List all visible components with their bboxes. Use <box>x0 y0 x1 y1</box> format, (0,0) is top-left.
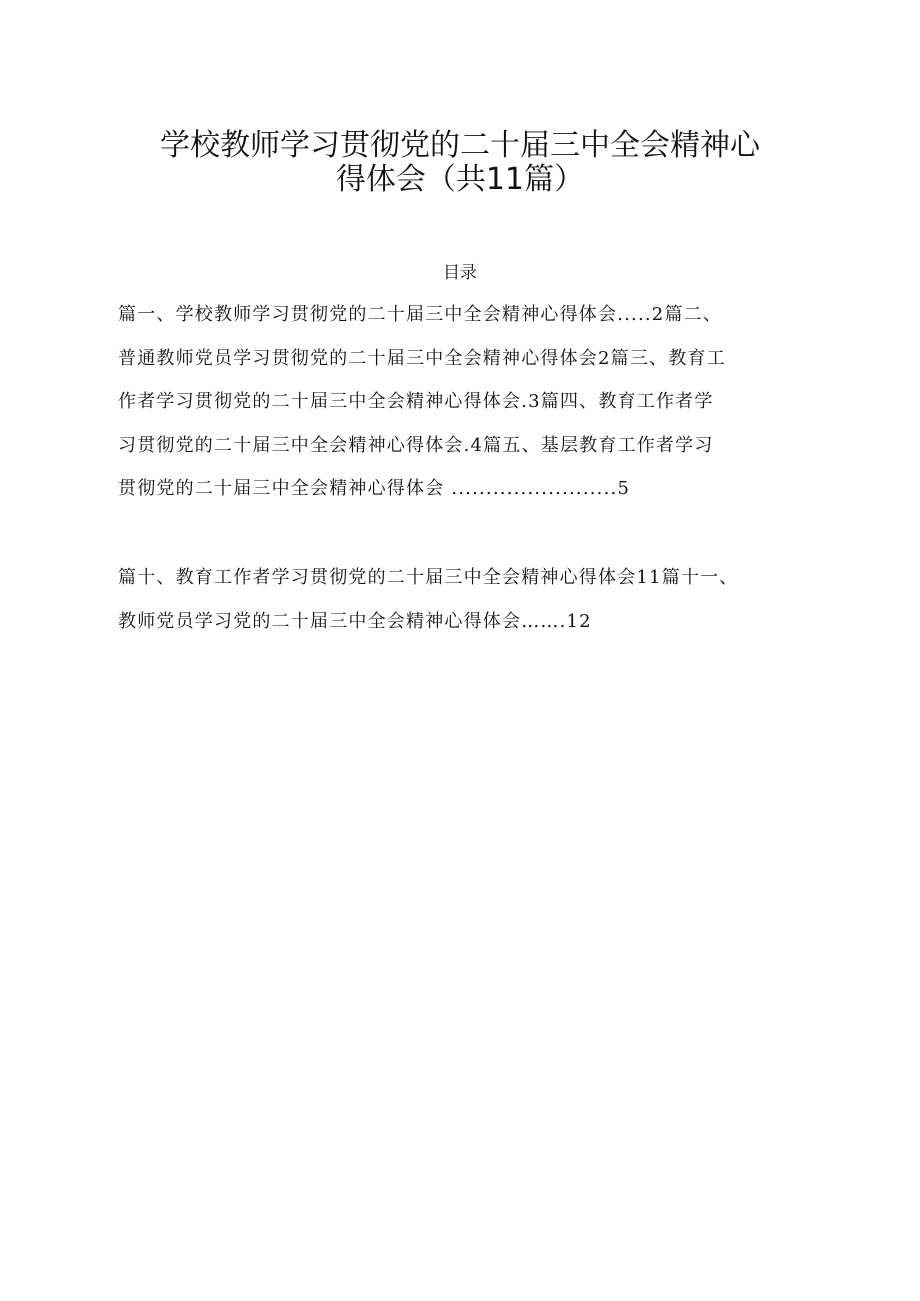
toc-line: 贯彻党的二十届三中全会精神心得体会 ........................5 <box>118 478 631 499</box>
document-title-line-2: 得体会（共11篇） <box>335 162 585 197</box>
toc-heading: 目录 <box>443 263 477 283</box>
toc-block-1 <box>118 304 858 522</box>
toc-line: 作者学习贯彻党的二十届三中全会精神心得体会.3篇四、教育工作者学 <box>118 391 714 412</box>
toc-line: 普通教师党员学习贯彻党的二十届三中全会精神心得体会2篇三、教育工 <box>118 347 726 369</box>
toc-line: 教师党员学习党的二十届三中全会精神心得体会…….12 <box>118 610 592 632</box>
toc-block-2 <box>118 567 858 654</box>
toc-line: 篇十、教育工作者学习贯彻党的二十届三中全会精神心得体会11篇十一、 <box>118 567 739 588</box>
toc-line: 习贯彻党的二十届三中全会精神心得体会.4篇五、基层教育工作者学习 <box>118 434 714 456</box>
toc-line: 篇一、学校教师学习贯彻党的二十届三中全会精神心得体会.....2篇二、 <box>118 304 723 325</box>
document-title-line-1: 学校教师学习贯彻党的二十届三中全会精神心 <box>160 128 760 163</box>
